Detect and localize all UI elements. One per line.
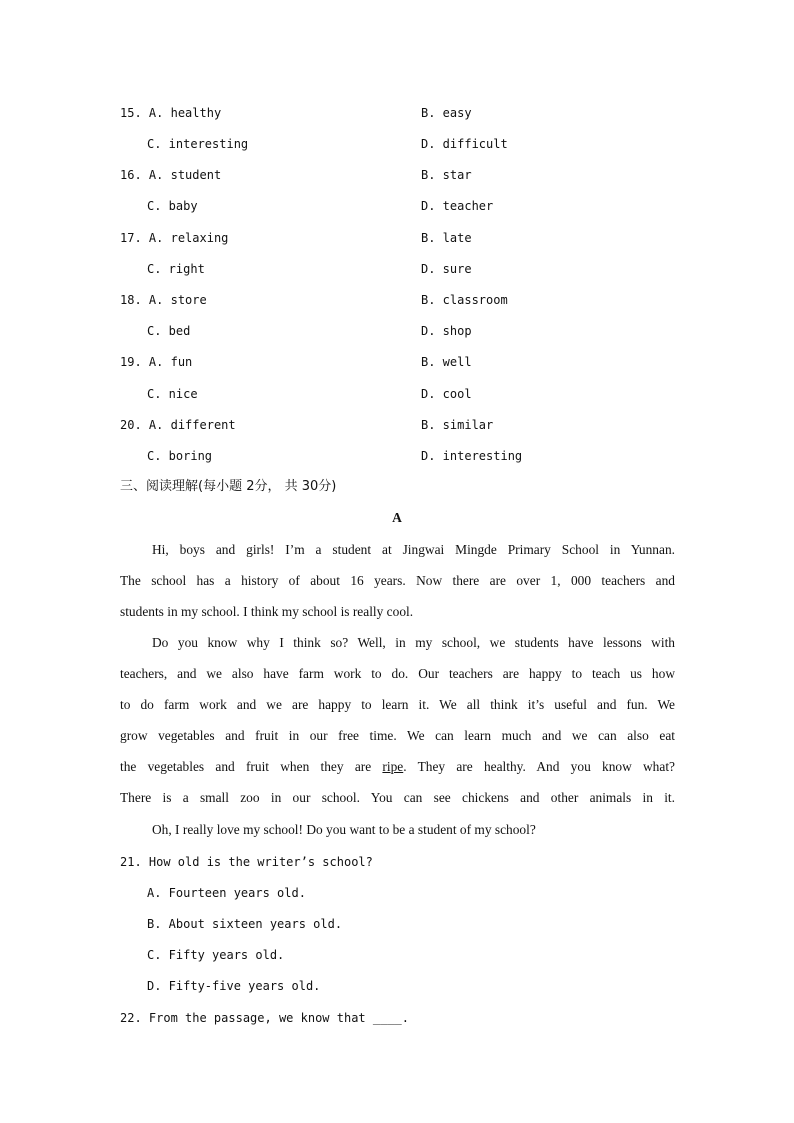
paragraph-line: The school has a history of about 16 years. Now there are over 1, 000 teachers and (120, 573, 675, 588)
answer-option: D. Fifty-five years old. (147, 979, 321, 993)
section-heading: 三、阅读理解(每小题 2分， 共 30分) (120, 479, 337, 494)
option-a: A. store (148, 293, 207, 307)
paragraph-line: students in my school. I think my school is really cool. (120, 604, 414, 619)
question-number: 20. (120, 418, 142, 432)
text-run: the vegetables and fruit when they are (120, 759, 383, 774)
option-row (120, 230, 228, 246)
option-d: D. interesting (421, 449, 523, 463)
paragraph-line: grow vegetables and fruit in our free time. We can learn much and we can also eat (120, 728, 675, 743)
answer-option: B. About sixteen years old. (147, 917, 343, 931)
option-c: C. baby (147, 199, 198, 213)
question-number: 19. (120, 355, 142, 369)
paragraph-line (120, 751, 675, 782)
option-b: B. late (421, 231, 472, 245)
passage-paragraph-2 (120, 627, 675, 813)
option-c: C. interesting (147, 137, 249, 151)
paragraph-line: There is a small zoo in our school. You can see chickens and other animals in it. (120, 790, 675, 805)
question-stem: 22. From the passage, we know that ____. (120, 1011, 409, 1025)
paragraph-line: Hi, boys and girls! I’m a student at Jingwai Mingde Primary School in Yunnan. (152, 542, 675, 557)
option-c: C. right (147, 262, 205, 276)
question-number: 16. (120, 168, 142, 182)
option-d: D. sure (421, 262, 472, 276)
paragraph-line: to do farm work and we are happy to learn it. We all think it’s useful and fun. We (120, 697, 675, 712)
question-number: 17. (120, 231, 142, 245)
option-b: B. similar (421, 418, 494, 432)
paragraph-line: Do you know why I think so? Well, in my school, we students have lessons with (152, 635, 675, 650)
underlined-word: ripe (382, 759, 404, 774)
option-d: D. teacher (421, 199, 494, 213)
option-a: A. relaxing (148, 231, 229, 245)
option-c: C. bed (147, 324, 191, 338)
option-b: B. star (421, 168, 472, 182)
option-b: B. easy (421, 106, 472, 120)
passage-paragraph-3 (120, 814, 675, 845)
option-c: C. boring (147, 449, 213, 463)
option-a: A. fun (148, 355, 193, 369)
option-row (120, 167, 221, 183)
question-number: 18. (120, 293, 142, 307)
option-d: D. shop (421, 324, 472, 338)
option-a: A. student (148, 168, 222, 182)
passage-title: A (392, 510, 402, 525)
option-b: B. well (421, 355, 472, 369)
passage-paragraph-1 (120, 534, 675, 627)
answer-option: C. Fifty years old. (147, 948, 285, 962)
option-c: C. nice (147, 387, 198, 401)
option-b: B. classroom (421, 293, 508, 307)
option-row (120, 354, 192, 370)
paragraph-line: teachers, and we also have farm work to do. Our teachers are happy to teach us how (120, 666, 675, 681)
option-row (120, 105, 221, 121)
option-d: D. difficult (421, 137, 508, 151)
option-a: A. healthy (148, 106, 222, 120)
question-number: 15. (120, 106, 142, 120)
option-row (120, 417, 236, 433)
text-run: . They are healthy. And you know what? (403, 759, 675, 774)
answer-option: A. Fourteen years old. (147, 886, 306, 900)
option-row (120, 292, 207, 308)
question-stem: 21. How old is the writer’s school? (120, 855, 373, 869)
option-d: D. cool (421, 387, 472, 401)
paragraph-line: Oh, I really love my school! Do you want to be a student of my school? (152, 822, 536, 837)
option-a: A. different (148, 418, 236, 432)
